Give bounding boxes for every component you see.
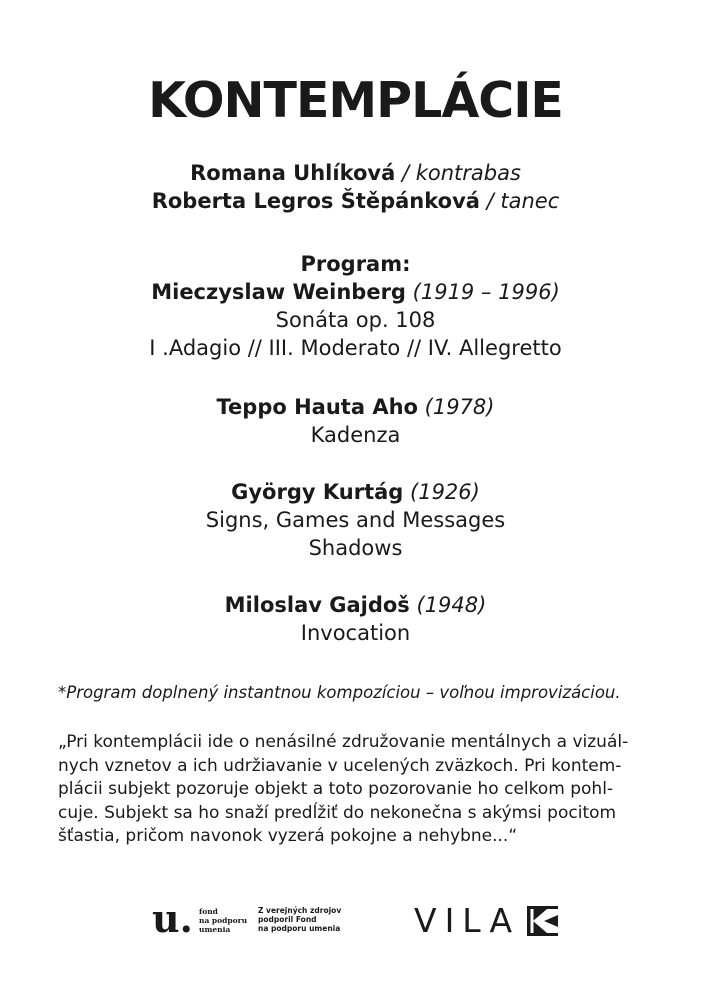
- composer-name: Teppo Hauta Aho: [216, 395, 418, 419]
- composer-line: [0, 591, 711, 619]
- composer-years: (1926): [410, 480, 480, 504]
- funding-source-line: Z verejných zdrojov: [258, 906, 342, 915]
- funding-source-text: [258, 906, 341, 933]
- funding-source-line: podporil Fond: [258, 915, 317, 924]
- work-title: Kadenza: [310, 423, 401, 447]
- fund-logo-line: fond: [199, 907, 218, 916]
- quote-line: cuje. Subjekt sa ho snaží predĺžiť do nekonečna s akýmsi pocitom: [58, 802, 617, 823]
- quote-line: plácii subjekt pozoruje objekt a toto pozorovanie ho celkom pohl-: [58, 779, 614, 799]
- performers: [0, 159, 711, 215]
- program-piece: [0, 591, 711, 647]
- program-piece: [0, 478, 711, 562]
- page-title: KONTEMPLÁCIE: [148, 72, 563, 129]
- fund-logo-line: na podporu: [199, 916, 248, 925]
- work-title: Shadows: [308, 536, 403, 560]
- program-heading: Program:: [300, 252, 411, 276]
- composer-years: (1978): [424, 395, 495, 419]
- performer-name: Romana Uhlíková: [190, 161, 396, 185]
- quote-line: „Pri kontemplácii ide o nenásilné združovanie mentálnych a vizuál-: [58, 732, 629, 752]
- performer-1: [0, 159, 711, 187]
- performer-2: [0, 187, 711, 215]
- fund-logo-text: [199, 907, 247, 934]
- composer-line: [0, 278, 711, 306]
- composer-line: [0, 393, 711, 421]
- program-piece: [0, 393, 711, 449]
- fund-logo-line: umenia: [199, 925, 231, 934]
- program-note: *Program doplnený instantnou kompozíciou – voľnou improvizáciou.: [58, 683, 621, 702]
- performer-role: / tanec: [486, 189, 560, 213]
- composer-name: Mieczyslaw Weinberg: [151, 280, 406, 304]
- funding-source-line: na podporu umenia: [258, 924, 341, 933]
- composer-years: (1919 – 1996): [412, 280, 560, 304]
- quote: [58, 731, 658, 849]
- fund-logo-mark: u.: [152, 896, 193, 941]
- vila-logo-text: VILA: [414, 901, 521, 940]
- program: [0, 250, 711, 362]
- work-title: Invocation: [300, 621, 411, 645]
- performer-role: / kontrabas: [401, 161, 521, 185]
- work-title: Sonáta op. 108: [275, 308, 436, 332]
- work-title: Signs, Games and Messages: [205, 508, 506, 532]
- performer-name: Roberta Legros Štěpánková: [151, 189, 480, 213]
- composer-line: [0, 478, 711, 506]
- composer-name: Miloslav Gajdoš: [224, 593, 410, 617]
- quote-line: šťastia, pričom navonok vyzerá pokojne a nehybne...“: [58, 826, 518, 846]
- work-movements: I .Adagio // III. Moderato // IV. Allegretto: [149, 336, 562, 360]
- quote-line: nych vznetov a ich udržiavanie v ucelených zväzkoch. Pri kontem-: [58, 755, 622, 776]
- composer-name: György Kurtág: [231, 480, 404, 504]
- composer-years: (1948): [416, 593, 487, 617]
- vila-k-logo-icon: [527, 906, 558, 936]
